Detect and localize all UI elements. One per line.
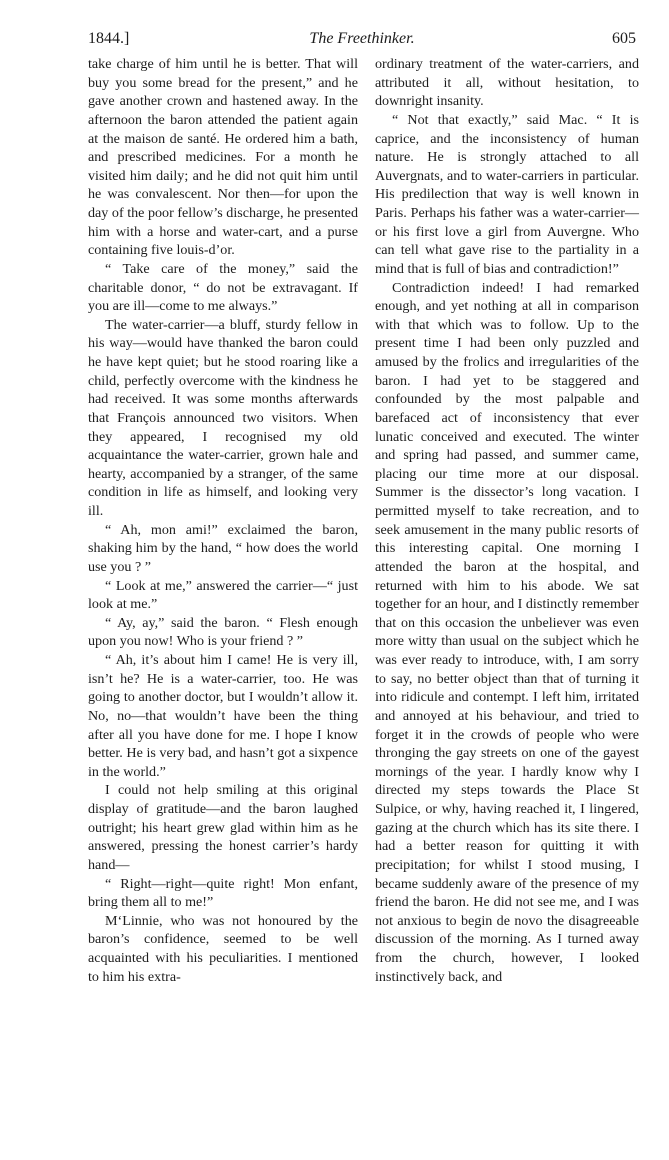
paragraph: “ Ah, mon ami!” exclaimed the baron, shaking him by the hand, “ how does the world use you ? ” [88, 521, 358, 575]
paragraph: “ Ah, it’s about him I came! He is very ill, isn’t he? He is a water-carrier, too. He was going to another doctor, but I wouldn’t allow it. No, no—that wouldn’t have been the thing after all you have done for me. I hope I know better. He is very bad, and hasn’t got a sixpence in the world.” [88, 652, 358, 780]
paragraph: “ Look at me,” answered the carrier—“ just look at me.” [88, 577, 358, 613]
header-year: 1844.] [88, 30, 130, 47]
journal-title: The Freethinker. [309, 30, 415, 47]
running-header [88, 30, 636, 52]
paragraph: Contradiction indeed! I had remarked enough, and yet nothing at all in comparison with that which was to follow. Up to the present time I had been only puzzled and amused by the frolics and irregularities of the baron. I had yet to be staggered and confounded by the most palpable and barefaced act of inconsistency that ever lunatic conceived and executed. The winter and spring had passed, and summer came, placing our time more at our disposal. Summer is the dissector’s long vacation. I permitted myself to take recreation, and to seek amusement in the many public resorts of this interesting capital. One morning I attended the baron at the hospital, and returned with him to his abode. We sat together for an hour, and I distinctly remember that on this occasion the unbeliever was even more witty than usual on the subject which he was ever ready to introduce, with, I am sorry to say, no better object than that of turning it into ridicule and contempt. I left him, irritated and annoyed at his behaviour, and tried to forget it in the crowds of people who were thronging the gay streets on one of the gayest mornings of the year. I hardly know why I directed my steps towards the Place St Sulpice, or why, having reached it, I lingered, gazing at the church which has its site there. I had a better reason for quitting it with precipitation; for whilst I stood musing, I became suddenly aware of the presence of my friend the baron. He did not see me, and I was not anxious to begin de novo the disagreeable discussion of the morning. As I turned away from the church, however, I looked instinctively back, and [375, 279, 639, 985]
right-column [375, 55, 639, 986]
paragraph: I could not help smiling at this original display of gratitude—and the baron laughed outright; his heart grew glad within him as he answered, pressing the honest carrier’s hardy hand— [88, 782, 358, 873]
paragraph: ordinary treatment of the water-carriers, and attributed it all, without hesitation, to downright insanity. [375, 56, 639, 110]
paragraph: M‘Linnie, who was not honoured by the baron’s confidence, seemed to be well acquainted with his peculiarities. I mentioned to him his extra- [88, 912, 358, 985]
left-column [88, 55, 358, 986]
paragraph: “ Not that exactly,” said Mac. “ It is caprice, and the inconsistency of human nature. He is strongly attached to all Auvergnats, and to water-carriers in particular. His predilection that way is well known in Paris. Perhaps his father was a water-carrier—or his first love a girl from Auvergne. Who can tell what gave rise to the partiality in a mind that is full of bias and contradiction!” [375, 111, 639, 277]
paragraph: “ Right—right—quite right! Mon enfant, bring them all to me!” [88, 875, 358, 911]
paragraph: The water-carrier—a bluff, sturdy fellow in his way—would have thanked the baron could he have kept quiet; but he stood roaring like a child, perfectly overcome with the kindness he had received. It was some months afterwards that François announced two visitors. When they appeared, I recognised my old acquaintance the water-carrier, grown hale and hearty, accompanied by a stranger, of the same condition in life as himself, and looking very ill. [88, 316, 358, 519]
paragraph: “ Ay, ay,” said the baron. “ Flesh enough upon you now! Who is your friend ? ” [88, 614, 358, 650]
paragraph: “ Take care of the money,” said the charitable donor, “ do not be extravagant. If you are ill—come to me always.” [88, 260, 358, 315]
paragraph: take charge of him until he is better. That will buy you some bread for the present,” and he gave another crown and hastened away. In the afternoon the baron attended the patient again at the maison de santé. He ordered him a bath, and prescribed medicines. For a month he visited him daily; and he did not quit him until he was convalescent. Nor then—for upon the day of the poor fellow’s discharge, he presented him with a horse and water-cart, and a purse containing five louis-d’or. [88, 56, 358, 259]
page-number: 605 [612, 30, 636, 47]
